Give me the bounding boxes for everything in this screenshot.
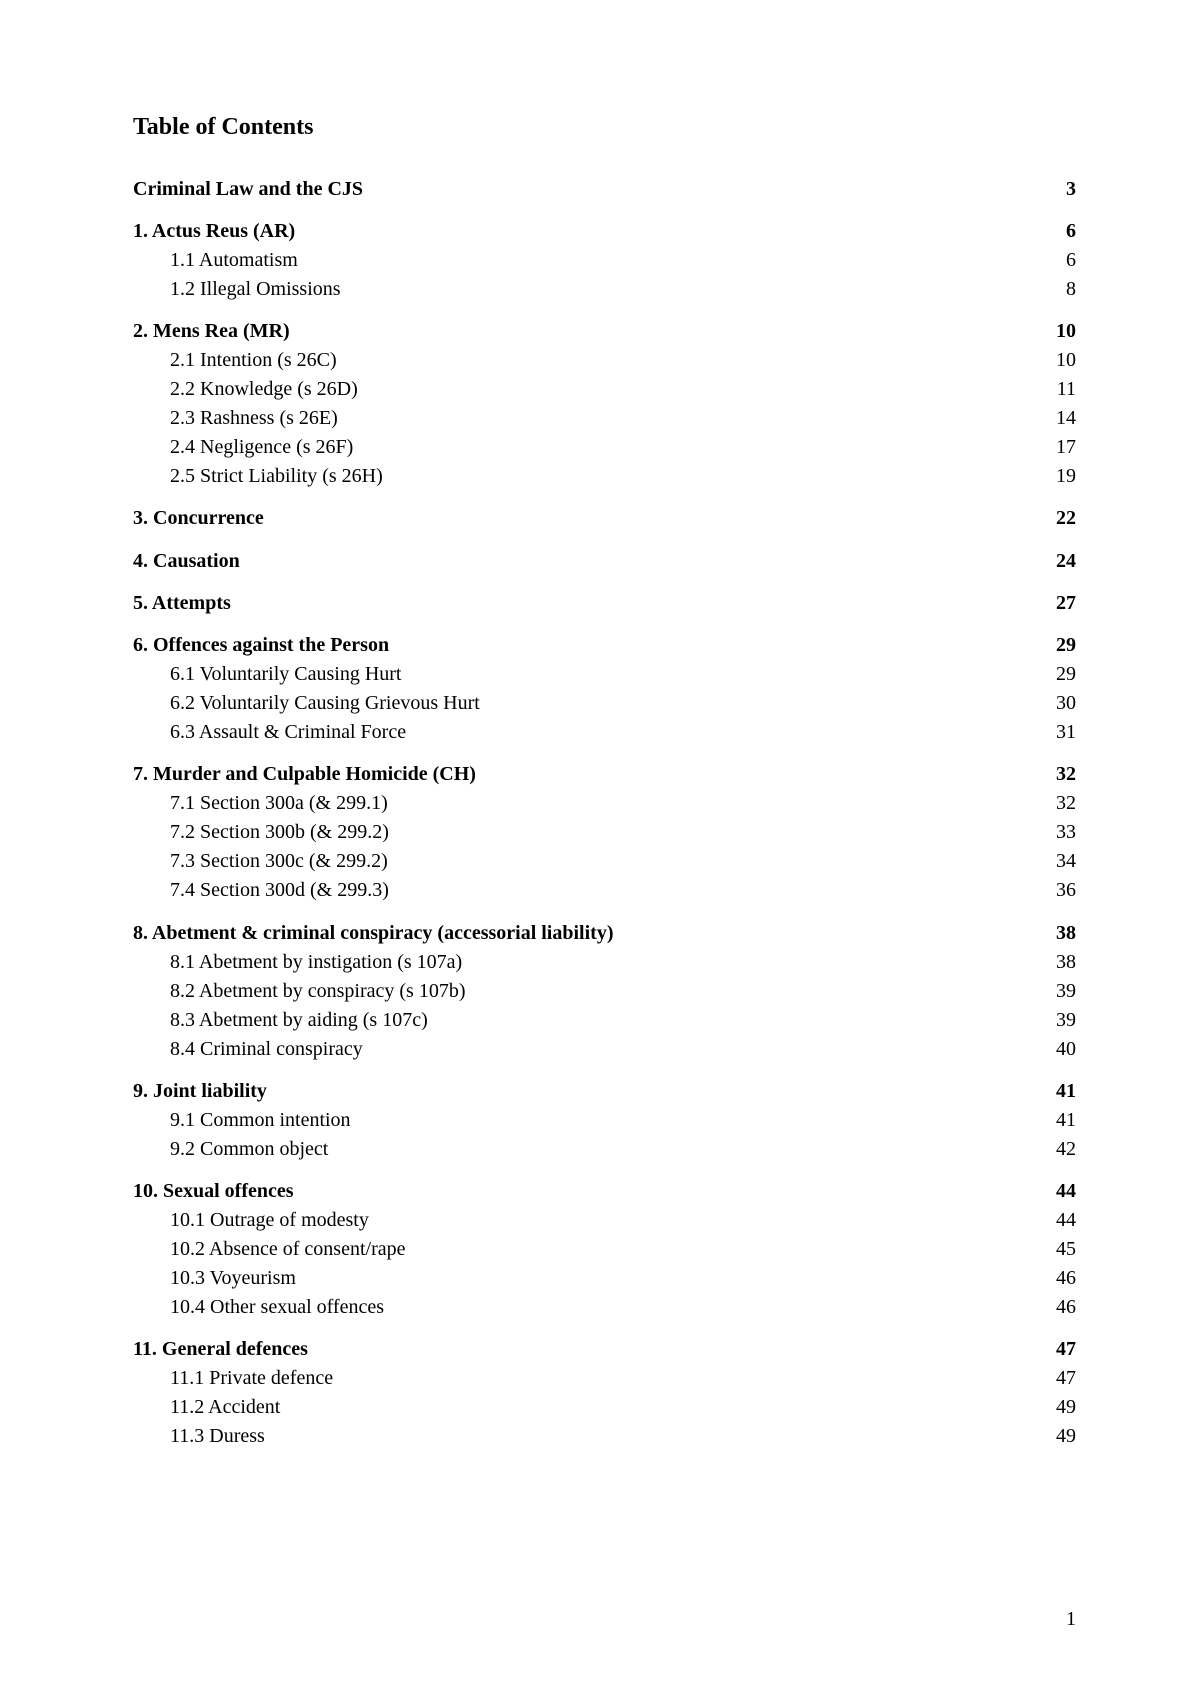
toc-entry-label: 9. Joint liability <box>133 1080 267 1102</box>
toc-entry-page: 34 <box>1056 850 1076 872</box>
toc-entry-label: 4. Causation <box>133 550 240 572</box>
toc-subsection-entry[interactable] <box>133 403 1076 433</box>
toc-entry-label: 2.4 Negligence (s 26F) <box>170 436 354 458</box>
toc-entry-page: 8 <box>1066 278 1076 300</box>
toc-entry-label: 11.3 Duress <box>170 1425 265 1447</box>
toc-entry-page: 29 <box>1056 634 1076 656</box>
toc-entry-page: 39 <box>1056 980 1076 1002</box>
toc-subsection-entry[interactable] <box>133 1421 1076 1451</box>
toc-entry-label: 6.1 Voluntarily Causing Hurt <box>170 663 402 685</box>
toc-entry-label: 3. Concurrence <box>133 507 264 529</box>
toc-entry-page: 47 <box>1056 1338 1076 1360</box>
toc-entry-page: 19 <box>1056 465 1076 487</box>
toc-subsection-entry[interactable] <box>133 717 1076 747</box>
toc-entry-label: 11.2 Accident <box>170 1396 281 1418</box>
toc-entry-label: 2.3 Rashness (s 26E) <box>170 407 338 429</box>
toc-section-entry[interactable] <box>133 1076 1076 1106</box>
toc-entry-page: 41 <box>1056 1109 1076 1131</box>
toc-entry-page: 14 <box>1056 407 1076 429</box>
toc-section-entry[interactable] <box>133 503 1076 533</box>
toc-entry-label: 8.1 Abetment by instigation (s 107a) <box>170 951 463 973</box>
toc-entry-label: 6.2 Voluntarily Causing Grievous Hurt <box>170 692 480 714</box>
toc-entry-page: 33 <box>1056 821 1076 843</box>
toc-entry-label: 2.5 Strict Liability (s 26H) <box>170 465 383 487</box>
toc-section-entry[interactable] <box>133 588 1076 618</box>
toc-subsection-entry[interactable] <box>133 1134 1076 1164</box>
toc-entry-label: 1. Actus Reus (AR) <box>133 220 296 242</box>
toc-entry-page: 47 <box>1056 1367 1076 1389</box>
toc-entry-page: 29 <box>1056 663 1076 685</box>
toc-section-entry[interactable] <box>133 316 1076 346</box>
toc-subsection-entry[interactable] <box>133 846 1076 876</box>
toc-subsection-entry[interactable] <box>133 374 1076 404</box>
toc-subsection-entry[interactable] <box>133 245 1076 275</box>
page-number: 1 <box>1066 1608 1076 1630</box>
toc-subsection-entry[interactable] <box>133 1263 1076 1293</box>
toc-entry-page: 46 <box>1056 1296 1076 1318</box>
toc-entry-page: 32 <box>1056 763 1076 785</box>
toc-section-entry[interactable] <box>133 1334 1076 1364</box>
toc-entry-page: 49 <box>1056 1396 1076 1418</box>
toc-entry-label: 7.1 Section 300a (& 299.1) <box>170 792 388 814</box>
toc-entry-label: 8.4 Criminal conspiracy <box>170 1038 363 1060</box>
toc-entry-page: 22 <box>1056 507 1076 529</box>
toc-entry-label: 10. Sexual offences <box>133 1180 294 1202</box>
toc-entry-label: 6.3 Assault & Criminal Force <box>170 721 407 743</box>
toc-entry-label: 2. Mens Rea (MR) <box>133 320 290 342</box>
toc-subsection-entry[interactable] <box>133 875 1076 905</box>
toc-section-entry[interactable] <box>133 1176 1076 1206</box>
toc-entry-label: 11. General defences <box>133 1338 308 1360</box>
toc-subsection-entry[interactable] <box>133 1363 1076 1393</box>
toc-entry-page: 46 <box>1056 1267 1076 1289</box>
toc-subsection-entry[interactable] <box>133 1005 1076 1035</box>
toc-entry-page: 11 <box>1056 378 1076 400</box>
toc-entry-page: 3 <box>1066 178 1076 200</box>
toc-subsection-entry[interactable] <box>133 1292 1076 1322</box>
toc-section-entry[interactable] <box>133 174 1076 204</box>
toc-entry-label: 11.1 Private defence <box>170 1367 334 1389</box>
toc-subsection-entry[interactable] <box>133 1034 1076 1064</box>
toc-entry-label: 6. Offences against the Person <box>133 634 390 656</box>
toc-entry-label: 2.1 Intention (s 26C) <box>170 349 337 371</box>
toc-entry-page: 31 <box>1056 721 1076 743</box>
toc-subsection-entry[interactable] <box>133 432 1076 462</box>
toc-entry-label: Criminal Law and the CJS <box>133 178 364 200</box>
toc-entry-page: 45 <box>1056 1238 1076 1260</box>
page-title: Table of Contents <box>133 114 314 140</box>
toc-subsection-entry[interactable] <box>133 1234 1076 1264</box>
toc-entry-page: 41 <box>1056 1080 1076 1102</box>
toc-entry-page: 6 <box>1066 249 1076 271</box>
toc-entry-page: 27 <box>1056 592 1076 614</box>
toc-subsection-entry[interactable] <box>133 1205 1076 1235</box>
toc-entry-page: 38 <box>1056 951 1076 973</box>
toc-subsection-entry[interactable] <box>133 345 1076 375</box>
toc-entry-label: 10.2 Absence of consent/rape <box>170 1238 406 1260</box>
toc-subsection-entry[interactable] <box>133 788 1076 818</box>
toc-entry-page: 44 <box>1056 1180 1076 1202</box>
toc-entry-page: 44 <box>1056 1209 1076 1231</box>
toc-entry-label: 1.1 Automatism <box>170 249 298 271</box>
toc-entry-page: 36 <box>1056 879 1076 901</box>
toc-entry-label: 8.2 Abetment by conspiracy (s 107b) <box>170 980 466 1002</box>
toc-entry-label: 8.3 Abetment by aiding (s 107c) <box>170 1009 428 1031</box>
toc-entry-page: 49 <box>1056 1425 1076 1447</box>
toc-subsection-entry[interactable] <box>133 274 1076 304</box>
toc-subsection-entry[interactable] <box>133 817 1076 847</box>
toc-entry-label: 8. Abetment & criminal conspiracy (accessorial liability) <box>133 922 614 944</box>
toc-subsection-entry[interactable] <box>133 1105 1076 1135</box>
toc-entry-label: 10.4 Other sexual offences <box>170 1296 385 1318</box>
toc-entry-page: 10 <box>1056 349 1076 371</box>
toc-entry-page: 24 <box>1056 550 1076 572</box>
toc-section-entry[interactable] <box>133 630 1076 660</box>
toc-subsection-entry[interactable] <box>133 688 1076 718</box>
toc-entry-label: 9.2 Common object <box>170 1138 329 1160</box>
toc-entry-page: 17 <box>1056 436 1076 458</box>
toc-subsection-entry[interactable] <box>133 659 1076 689</box>
toc-subsection-entry[interactable] <box>133 976 1076 1006</box>
toc-entry-page: 30 <box>1056 692 1076 714</box>
toc-entry-label: 2.2 Knowledge (s 26D) <box>170 378 358 400</box>
toc-subsection-entry[interactable] <box>133 1392 1076 1422</box>
toc-entry-page: 39 <box>1056 1009 1076 1031</box>
toc-entry-label: 7.2 Section 300b (& 299.2) <box>170 821 389 843</box>
toc-entry-label: 7.3 Section 300c (& 299.2) <box>170 850 388 872</box>
toc-entry-page: 40 <box>1056 1038 1076 1060</box>
toc-entry-page: 10 <box>1056 320 1076 342</box>
toc-entry-label: 7.4 Section 300d (& 299.3) <box>170 879 389 901</box>
toc-subsection-entry[interactable] <box>133 461 1076 491</box>
toc-entry-page: 6 <box>1066 220 1076 242</box>
toc-entry-page: 42 <box>1056 1138 1076 1160</box>
toc-entry-label: 5. Attempts <box>133 592 231 614</box>
toc-entry-label: 1.2 Illegal Omissions <box>170 278 341 300</box>
toc-section-entry[interactable] <box>133 759 1076 789</box>
toc-entry-label: 9.1 Common intention <box>170 1109 351 1131</box>
toc-subsection-entry[interactable] <box>133 947 1076 977</box>
toc-entry-page: 38 <box>1056 922 1076 944</box>
toc-entry-label: 7. Murder and Culpable Homicide (CH) <box>133 763 476 785</box>
toc-entry-page: 32 <box>1056 792 1076 814</box>
toc-entry-label: 10.1 Outrage of modesty <box>170 1209 369 1231</box>
toc-section-entry[interactable] <box>133 918 1076 948</box>
toc-entry-label: 10.3 Voyeurism <box>170 1267 296 1289</box>
toc-section-entry[interactable] <box>133 216 1076 246</box>
toc-section-entry[interactable] <box>133 546 1076 576</box>
